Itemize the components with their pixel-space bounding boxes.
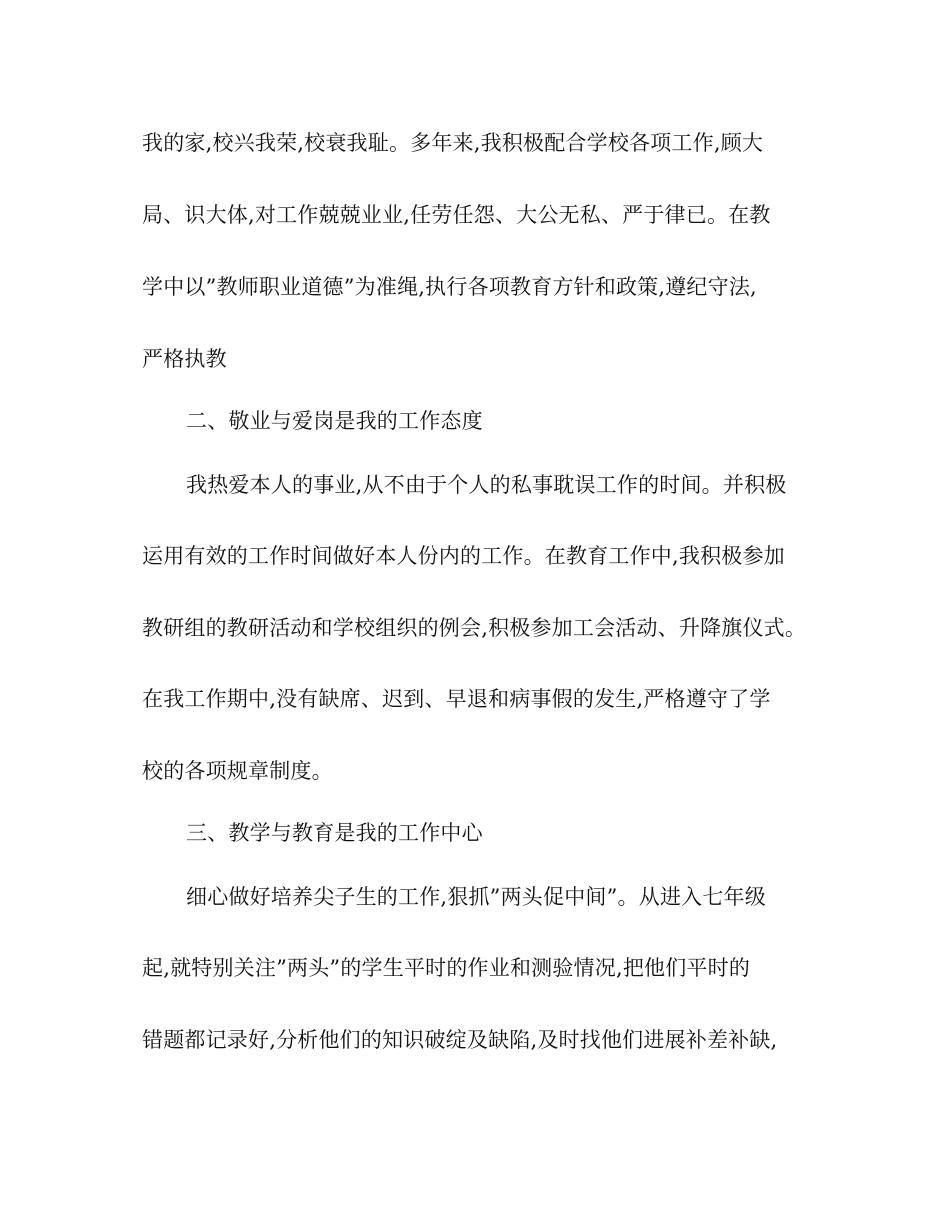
section-heading: 三、教学与教育是我的工作中心 bbox=[186, 821, 483, 845]
text-line: 运用有效的工作时间做好本人份内的工作。在教育工作中,我积极参加 bbox=[142, 544, 785, 568]
text-line: 细心做好培养尖子生的工作,狠抓”两头促中间”。从进入七年级 bbox=[186, 885, 766, 909]
text-line: 我的家,校兴我荣,校衰我耻。多年来,我积极配合学校各项工作,顾大 bbox=[142, 131, 764, 155]
text-line: 在我工作期中,没有缺席、迟到、早退和病事假的发生,严格遵守了学 bbox=[142, 687, 771, 711]
section-heading: 二、敬业与爱岗是我的工作态度 bbox=[186, 409, 483, 433]
text-line: 局、识大体,对工作兢兢业业,任劳任怨、大公无私、严于律已。在教 bbox=[142, 203, 771, 227]
text-line: 起,就特别关注”两头”的学生平时的作业和测验情况,把他们平时的 bbox=[142, 956, 751, 980]
text-line: 学中以”教师职业道德”为准绳,执行各项教育方针和政策,遵纪守法, bbox=[142, 275, 757, 299]
text-line: 校的各项规章制度。 bbox=[142, 759, 333, 783]
text-line: 严格执教 bbox=[142, 347, 227, 371]
text-line: 我热爱本人的事业,从不由于个人的私事耽误工作的时间。并积极 bbox=[186, 473, 787, 497]
text-line: 教研组的教研活动和学校组织的例会,积极参加工会活动、升降旗仪式。 bbox=[142, 616, 807, 640]
text-line: 错题都记录好,分析他们的知识破绽及缺陷,及时找他们进展补差补缺, bbox=[142, 1028, 778, 1052]
